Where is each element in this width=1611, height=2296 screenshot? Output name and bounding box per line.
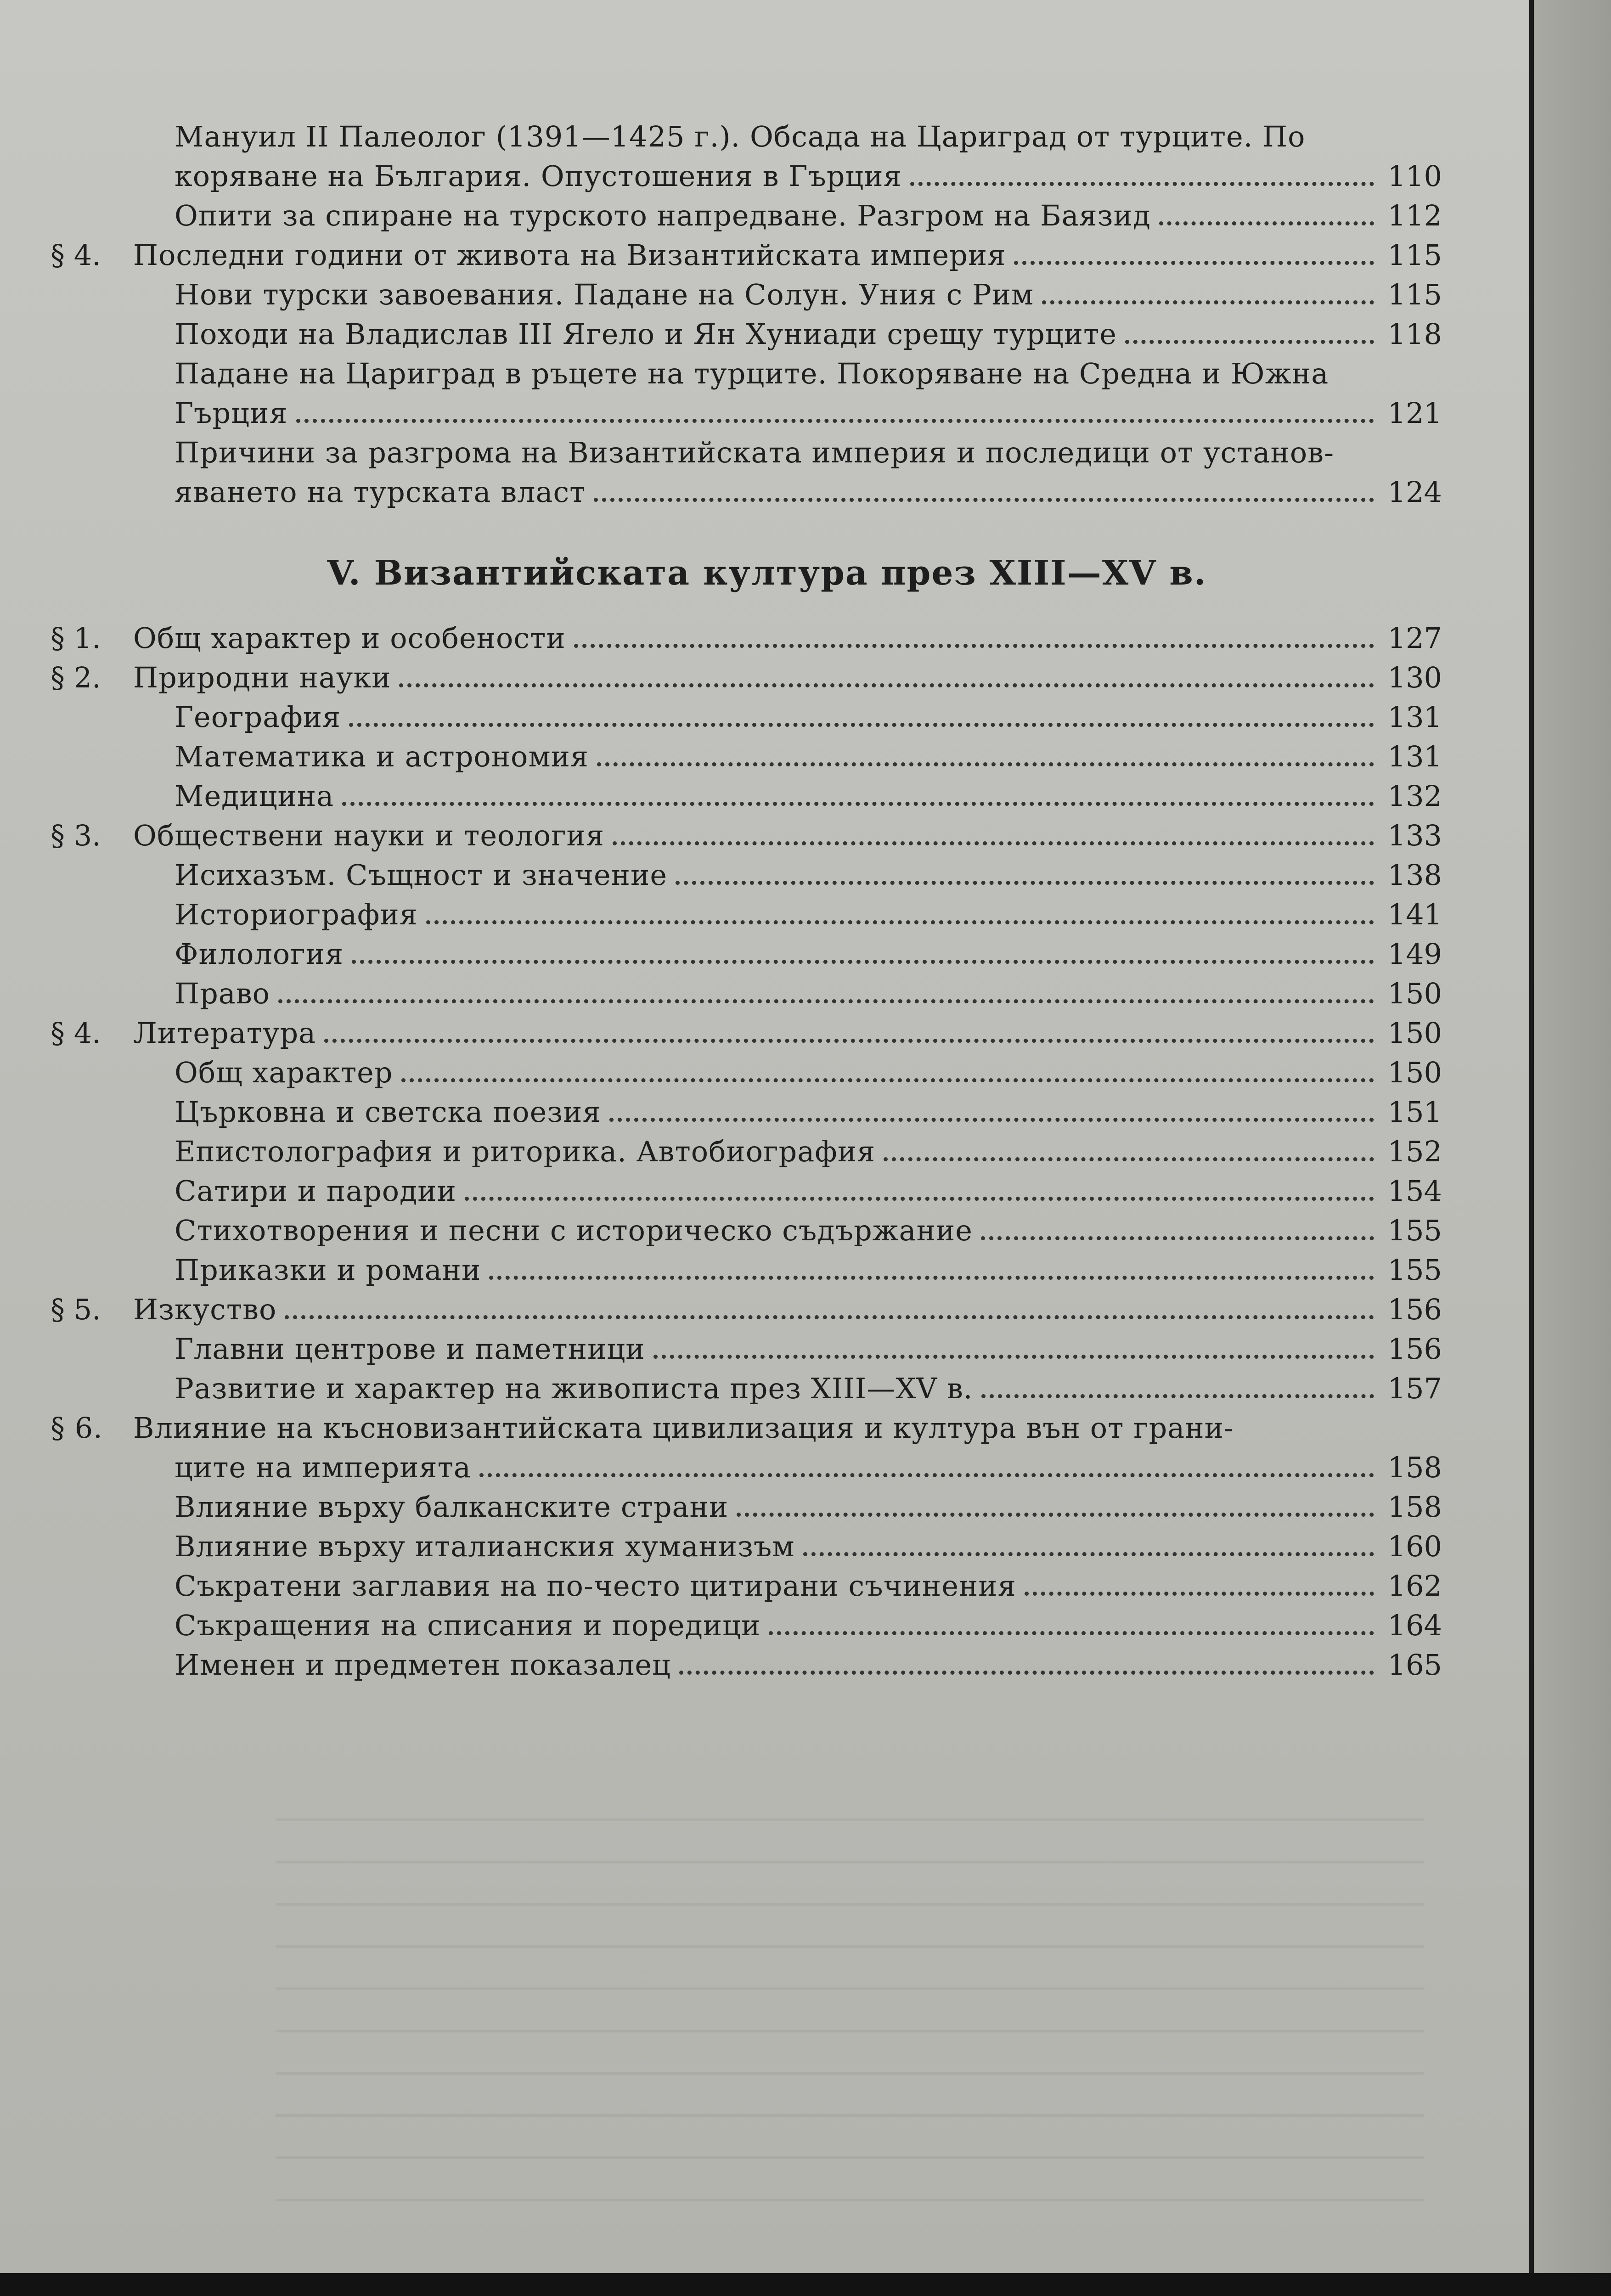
dot-leader (401, 1078, 1374, 1082)
page-number: 141 (1387, 898, 1442, 931)
toc-entry (37, 895, 1442, 934)
dot-leader (613, 841, 1374, 845)
entry-title: Обществени науки и теология (133, 819, 604, 852)
toc-entry (37, 855, 1442, 895)
dot-leader (278, 999, 1374, 1003)
dot-leader (594, 498, 1374, 502)
entry-title: Походи на Владислав III Ягело и Ян Хуниади срещу турците (175, 317, 1117, 351)
toc-entry-manuil (37, 117, 1442, 196)
dot-leader (1014, 261, 1374, 265)
entry-title: Филология (175, 937, 344, 971)
entry-first-line: Влияние на късновизантийската цивилизация и култура вън от грани- (133, 1411, 1234, 1445)
page-number: 112 (1387, 199, 1442, 232)
page-number: 110 (1387, 159, 1442, 193)
toc-entry (37, 1487, 1442, 1527)
dot-leader (609, 1118, 1374, 1122)
toc-entry (37, 1211, 1442, 1250)
section-number: § 4. (51, 1016, 101, 1050)
section-number: § 1. (51, 621, 101, 655)
entry-title: Епистолография и риторика. Автобиография (175, 1135, 876, 1168)
toc-entry-prichini (37, 433, 1442, 512)
chapter-entries (37, 619, 1442, 1408)
entry-title: Именен и предметен показалец (175, 1648, 671, 1682)
entry-title: Историография (175, 898, 418, 931)
dot-leader (324, 1039, 1374, 1043)
entry-title: Природни науки (133, 661, 391, 694)
entry-title: Общ характер (175, 1056, 393, 1089)
toc-entry (37, 1566, 1442, 1606)
toc-entry (37, 275, 1442, 315)
page-number: 150 (1387, 977, 1442, 1010)
toc-entry-section-6 (37, 1408, 1442, 1487)
entry-title: Църковна и светска поезия (175, 1095, 601, 1129)
dot-leader (342, 802, 1374, 806)
dot-leader (803, 1552, 1374, 1556)
entry-title: яването на турската власт (175, 475, 586, 509)
dot-leader (574, 644, 1374, 648)
entry-title: Математика и астрономия (175, 740, 589, 773)
toc-entry-section (37, 658, 1442, 698)
toc-entry (37, 974, 1442, 1013)
entry-title: Изкуство (133, 1293, 277, 1326)
toc-entry (37, 1527, 1442, 1566)
toc-entry-section (37, 236, 1442, 275)
dot-leader (676, 881, 1374, 885)
entry-title: Исихазъм. Същност и значение (175, 858, 668, 892)
toc-entry (37, 737, 1442, 777)
page-number: 156 (1387, 1332, 1442, 1366)
toc-entry (37, 1250, 1442, 1290)
dot-leader (679, 1671, 1374, 1675)
dot-leader (426, 920, 1374, 924)
dot-leader (981, 1394, 1374, 1398)
section-number: § 4. (51, 238, 101, 272)
toc-entry (37, 1606, 1442, 1645)
page-number: 151 (1387, 1095, 1442, 1129)
entry-title: Литература (133, 1016, 316, 1050)
dot-leader (349, 723, 1374, 727)
toc-entry (37, 1329, 1442, 1369)
page-number: 162 (1387, 1569, 1442, 1603)
entry-title: ците на империята (175, 1451, 471, 1484)
entry-title: Опити за спиране на турското напредване. Разгром на Баязид (175, 199, 1151, 232)
dot-leader (399, 683, 1374, 687)
page-number: 154 (1387, 1174, 1442, 1208)
dot-leader (1159, 221, 1374, 225)
dot-leader (285, 1315, 1374, 1319)
dot-leader (653, 1355, 1374, 1359)
bleed-through-text (276, 1791, 1424, 2204)
page-number: 164 (1387, 1609, 1442, 1642)
dot-leader (769, 1631, 1374, 1635)
entry-title: Съкращения на списания и поредици (175, 1609, 761, 1642)
page-number: 150 (1387, 1016, 1442, 1050)
entry-first-line: Причини за разгрома на Византийската империя и последици от установ- (175, 436, 1335, 469)
page-number: 156 (1387, 1293, 1442, 1326)
toc-entry (37, 196, 1442, 236)
page-number: 138 (1387, 858, 1442, 892)
page-number: 133 (1387, 819, 1442, 852)
entry-first-line: Мануил II Палеолог (1391—1425 г.). Обсада на Цариград от турците. По (175, 120, 1306, 153)
page-number: 115 (1387, 238, 1442, 272)
page-number: 160 (1387, 1530, 1442, 1563)
toc-entry (37, 1171, 1442, 1211)
toc-entry (37, 315, 1442, 354)
next-page-edge (1534, 0, 1611, 2296)
dot-leader (1025, 1592, 1374, 1596)
toc-entry (37, 934, 1442, 974)
dot-leader (597, 762, 1374, 766)
entry-title: Медицина (175, 779, 334, 813)
page-number: 149 (1387, 937, 1442, 971)
entry-title: Влияние върху италианския хуманизъм (175, 1530, 795, 1563)
dot-leader (352, 960, 1374, 964)
entry-title: Нови турски завоевания. Падане на Солун. Уния с Рим (175, 278, 1034, 311)
dot-leader (479, 1473, 1374, 1477)
page-number: 165 (1387, 1648, 1442, 1682)
entry-title: Общ характер и особености (133, 621, 566, 655)
page-number: 158 (1387, 1451, 1442, 1484)
background-shadow (0, 2273, 1611, 2296)
dot-leader (489, 1276, 1374, 1280)
dot-leader (1125, 340, 1374, 344)
page-number: 131 (1387, 700, 1442, 734)
table-of-contents (37, 117, 1442, 1685)
entry-title: Развитие и характер на живописта през XIII—XV в. (175, 1372, 973, 1405)
dot-leader (296, 419, 1374, 423)
toc-entry (37, 1092, 1442, 1132)
page-number: 127 (1387, 621, 1442, 655)
page-number: 118 (1387, 317, 1442, 351)
page-number: 131 (1387, 740, 1442, 773)
dot-leader (884, 1157, 1374, 1161)
entry-title: Гърция (175, 396, 288, 430)
dot-leader (910, 182, 1374, 186)
page-number: 157 (1387, 1372, 1442, 1405)
entry-title: Право (175, 977, 270, 1010)
page-number: 150 (1387, 1056, 1442, 1089)
toc-entry (37, 1053, 1442, 1092)
section-number: § 5. (51, 1293, 101, 1326)
entry-title: Последни години от живота на Византийската империя (133, 238, 1006, 272)
entry-title: География (175, 700, 341, 734)
page-number: 158 (1387, 1490, 1442, 1524)
tail-entries (37, 1487, 1442, 1685)
toc-entry-section (37, 1013, 1442, 1053)
entry-title: Влияние върху балканските страни (175, 1490, 729, 1524)
page-number: 121 (1387, 396, 1442, 430)
page-number: 115 (1387, 278, 1442, 311)
section-number: § 6. (51, 1411, 103, 1445)
toc-entry-tsarigrad (37, 354, 1442, 433)
page-number: 155 (1387, 1253, 1442, 1287)
dot-leader (465, 1197, 1374, 1201)
entry-title: коряване на България. Опустошения в Гърция (175, 159, 902, 193)
toc-entry-section (37, 619, 1442, 658)
page-number: 130 (1387, 661, 1442, 694)
dot-leader (981, 1236, 1374, 1240)
toc-entry (37, 1645, 1442, 1685)
toc-entry (37, 1132, 1442, 1171)
entry-title: Приказки и романи (175, 1253, 481, 1287)
toc-entry (37, 1369, 1442, 1408)
toc-entry (37, 777, 1442, 816)
entry-title: Стихотворения и песни с историческо съдържание (175, 1214, 973, 1247)
entry-first-line: Падане на Цариград в ръцете на турците. Покоряване на Средна и Южна (175, 357, 1329, 390)
toc-entry-section (37, 1290, 1442, 1329)
dot-leader (1042, 300, 1374, 304)
section-number: § 3. (51, 819, 101, 852)
chapter-heading: V. Византийската култура през XIII—XV в. (327, 553, 1207, 593)
section-number: § 2. (51, 661, 101, 694)
page-number: 155 (1387, 1214, 1442, 1247)
entry-title: Съкратени заглавия на по-често цитирани съчинения (175, 1569, 1016, 1603)
entry-title: Главни центрове и паметници (175, 1332, 645, 1366)
toc-entry (37, 698, 1442, 737)
page-number: 152 (1387, 1135, 1442, 1168)
toc-entry-section (37, 816, 1442, 855)
page-number: 132 (1387, 779, 1442, 813)
dot-leader (737, 1513, 1374, 1517)
page-number: 124 (1387, 475, 1442, 509)
entry-title: Сатири и пародии (175, 1174, 456, 1208)
